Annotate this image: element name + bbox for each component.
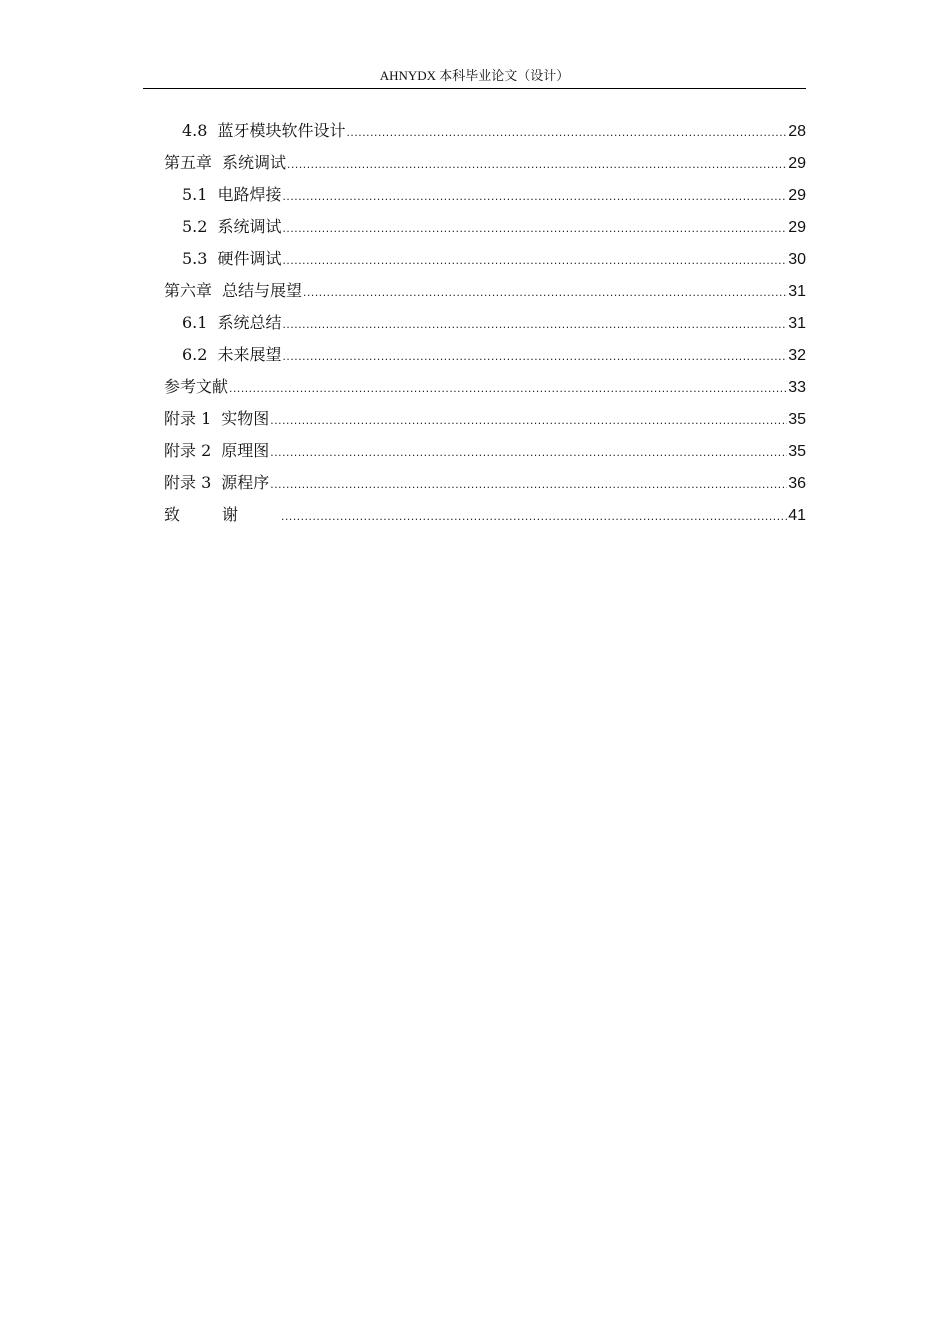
toc-page-number: 41 [788,507,806,524]
toc-dot-leader [270,437,787,467]
toc-entry-number: 附录 2 [164,441,212,460]
toc-entry-text: 参考文献 [164,377,229,396]
toc-dot-leader [229,373,787,403]
toc-page-number: 31 [788,315,806,332]
toc-entry-text: 系统调试 [217,217,282,236]
toc-entry-title [164,468,269,498]
toc-entry-5-2[interactable] [164,212,806,244]
toc-entry-appendix-3[interactable] [164,468,806,500]
toc-page-number: 32 [788,347,806,364]
toc-entry-5-3[interactable] [164,244,806,276]
toc-dot-leader [282,245,787,275]
toc-entry-text: 源程序 [221,473,270,492]
toc-entry-title [164,500,280,530]
toc-entry-title [164,276,302,306]
toc-entry-text: 蓝牙模块软件设计 [217,121,346,140]
toc-dot-leader [303,277,787,307]
toc-page-number: 29 [788,155,806,172]
toc-entry-text: 系统总结 [217,313,282,332]
toc-dot-leader [281,501,787,531]
toc-dot-leader [270,469,787,499]
toc-entry-appendix-1[interactable] [164,404,806,436]
toc-entry-title [164,404,269,434]
toc-entry-title [182,244,281,274]
toc-entry-chapter-5[interactable] [164,148,806,180]
toc-entry-5-1[interactable] [164,180,806,212]
toc-entry-number: 4.8 [182,121,208,140]
toc-dot-leader [282,213,787,243]
toc-page-number: 28 [788,123,806,140]
toc-page-number: 35 [788,443,806,460]
toc-entry-6-2[interactable] [164,340,806,372]
toc-page-number: 30 [788,251,806,268]
table-of-contents [164,116,806,532]
running-header: AHNYDX 本科毕业论文（设计） [143,66,806,89]
toc-entry-text: 硬件调试 [217,249,282,268]
toc-entry-title [182,180,281,210]
toc-entry-text: 致谢 [164,505,281,524]
toc-page-number: 35 [788,411,806,428]
toc-entry-number: 第六章 [164,281,213,300]
toc-dot-leader [282,341,787,371]
toc-entry-number: 附录 3 [164,473,212,492]
toc-page-number: 29 [788,187,806,204]
toc-entry-title [164,148,286,178]
toc-entry-4-8[interactable] [164,116,806,148]
toc-entry-title [182,116,345,146]
toc-entry-number: 6.1 [182,313,208,332]
toc-entry-number: 5.1 [182,185,208,204]
toc-dot-leader [346,117,787,147]
toc-entry-chapter-6[interactable] [164,276,806,308]
toc-entry-number: 第五章 [164,153,213,172]
toc-entry-number: 附录 1 [164,409,212,428]
toc-dot-leader [282,181,787,211]
toc-entry-text: 电路焊接 [217,185,282,204]
toc-entry-number: 5.2 [182,217,208,236]
toc-entry-number: 6.2 [182,345,208,364]
toc-dot-leader [270,405,787,435]
toc-entry-text: 未来展望 [217,345,282,364]
toc-entry-number: 5.3 [182,249,208,268]
toc-entry-title [164,436,269,466]
toc-page-number: 33 [788,379,806,396]
toc-dot-leader [282,309,787,339]
toc-entry-text: 系统调试 [222,153,287,172]
toc-entry-text: 原理图 [221,441,270,460]
toc-entry-acknowledgements[interactable] [164,500,806,532]
toc-page-number: 36 [788,475,806,492]
toc-entry-title [182,340,281,370]
toc-entry-title [164,372,228,402]
toc-entry-references[interactable] [164,372,806,404]
toc-entry-text: 总结与展望 [222,281,303,300]
toc-entry-text: 实物图 [221,409,270,428]
toc-page-number: 31 [788,283,806,300]
toc-entry-6-1[interactable] [164,308,806,340]
toc-entry-title [182,308,281,338]
toc-page-number: 29 [788,219,806,236]
toc-entry-appendix-2[interactable] [164,436,806,468]
toc-dot-leader [287,149,787,179]
toc-entry-title [182,212,281,242]
